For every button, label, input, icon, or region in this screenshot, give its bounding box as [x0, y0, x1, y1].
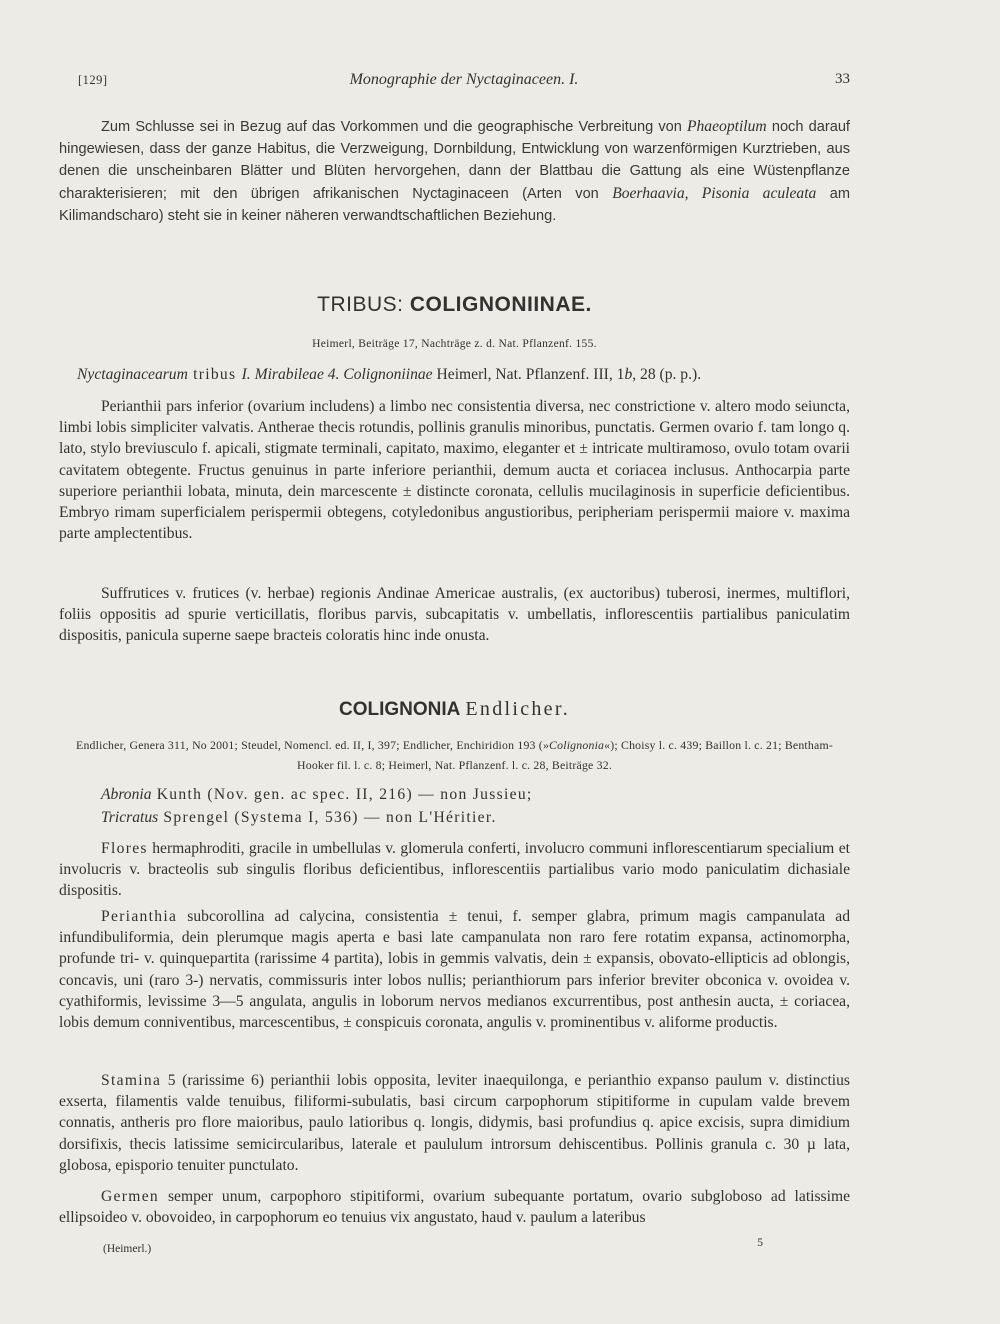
stamina-paragraph: Stamina 5 (rarissime 6) perianthii lobis opposita, leviter inaequilonga, e perianthio expanso paulum v. distinctius exserta, filamentis valde tenuibus, filiformi-subulatis, basi circum carpophorum stipitiforme in cupulam valde brevem connatis, antheris pro flore maioribus, paulo latioribus q. longis, didymis, basi profundius q. apice excisis, supra dimidium dorsifixis, thecis latissime semicircularibus, laterale et paululum introrsum dehiscentibus. Pollinis granula c. 30 µ lata, globosa, episporio tenuiter punctulato.: [59, 1072, 850, 1174]
flores-paragraph: Flores hermaphroditi, gracile in umbellulas v. glomerula conferti, involucro communi inflorescentiarum specialium et involucris v. bracteolis sub singulis floribus deficientibus, inflorescentiis partialibus vario modo paniculatim dichasiale dispositis.: [59, 840, 850, 900]
running-head: [78, 71, 850, 93]
author-footnote: (Heimerl.): [103, 1243, 152, 1255]
running-title: Monographie der Nyctaginaceen. I.: [349, 71, 579, 88]
tribus-habitat: Suffrutices v. frutices (v. herbae) regionis Andinae Americae australis, (ex auctoribus) tuberosi, inermes, multiflori, foliis oppositis ad spurie verticillatis, floribus parvis, subcapitatis v. umbellatis, inflorescentiis partialibus paniculatim dispositis, panicula superne saepe bracteis coloratis hinc inde onusta.: [59, 585, 850, 645]
genus-synonyms: [101, 783, 850, 829]
germen-paragraph: Germen semper unum, carpophoro stipitiformi, ovarium subequante portatum, ovario subgloboso ad latissime ellipsoideo v. obovoideo, in carpophorum eo tenuius vix angustato, haud v. paulum a lateribus: [59, 1188, 850, 1227]
signature-mark: 5: [757, 1237, 763, 1249]
genus-references: Endlicher, Genera 311, No 2001; Steudel, Nomencl. ed. II, I, 397; Endlicher, Enchiridion 193 (»Colignonia«); Choisy l. c. 439; Baillon l. c. 21; Bentham-Hooker fil. l. c. 8; Heimerl, Nat. Pflanzenf. l. c. 28, Beiträge 32.: [76, 738, 833, 772]
intro-paragraph: Zum Schlusse sei in Bezug auf das Vorkommen und die geographische Verbreitung von Phaeoptilum noch darauf hingewiesen, dass der ganze Habitus, die Verzweigung, Dornbildung, Entwicklung von warzenförmigen Kurztrieben, aus denen die unscheinbaren Blätter und Blüten hervorgehen, dann der Blattbau die Gattung als eine Wüstenpflanze charakterisieren; mit den übrigen afrikanischen Nyctaginaceen (Arten von Boerhaavia, Pisonia aculeata am Kilimandscharo) steht sie in keiner näheren verwandtschaftlichen Beziehung.: [59, 118, 850, 224]
tribus-description: Perianthii pars inferior (ovarium includens) a limbo nec consistentia diversa, nec constrictione v. altero modo seiuncta, limbi lobis simpliciter valvatis. Antherae thecis rotundis, pollinis granulis minoribus, punctatis. Germen ovario f. tam longo q. lato, stylo breviusculo f. apicali, stigmate terminali, capitato, maximo, eleganter et ± intricate multiramoso, ovulo totam ovarii cavitatem obtegente. Fructus genuinus in parte inferiore perianthii, demum aucta et coriacea inclusus. Anthocarpia parte superiore perianthii lobata, minuta, dein marcescente ± distincte coronata, cellulis mucilaginosis in superficie deficientibus. Embryo rimam superficialem perispermii obtegens, cotyledonibus angustioribus, peripheriam perispermii maiore v. maxima parte amplectentibus.: [59, 398, 850, 543]
tribus-heading: TRIBUS: COLIGNONIINAE.: [317, 293, 592, 316]
genus-heading: COLIGNONIA Endlicher.: [338, 698, 571, 720]
synonym-line: Abronia Kunth (Nov. gen. ac spec. II, 216) — non Jussieu;: [101, 786, 533, 803]
synonym-line: Tricratus Sprengel (Systema I, 536) — non L'Héritier.: [101, 809, 497, 826]
page-number: 33: [835, 71, 850, 87]
bracket-page-number: [129]: [78, 73, 108, 87]
tribus-classification-line: Nyctaginacearum tribus I. Mirabileae 4. Colignoniinae Heimerl, Nat. Pflanzenf. III, 1b, 28 (p. p.).: [77, 366, 702, 383]
perianthia-paragraph: Perianthia subcorollina ad calycina, consistentia ± tenui, f. semper glabra, primum magis campanulata ad infundibuliformia, dein plerumque magis aperta e basi late campanulata non raro fere rotatim expansa, actinomorpha, profunde tri- v. quinquepartita (rarissime 4 partita), lobis in gemmis valvatis, dein ± expansis, obovato-ellipticis ad oblongis, concavis, uni (raro 3-) nervatis, commissuris inter lobos nullis; perianthiorum pars inferior breviter obconica v. ovoidea v. cyathiformis, levissime 3—5 angulata, angulis in loborum nervos medianos excurrentibus, post anthesin aucta, ± coriacea, lobis demum conniventibus, marcescentibus, ± conspicuis coronata, angulis v. prominentibus v. aliforme productis.: [59, 908, 850, 1032]
tribus-reference: Heimerl, Beiträge 17, Nachträge z. d. Nat. Pflanzenf. 155.: [312, 338, 597, 350]
